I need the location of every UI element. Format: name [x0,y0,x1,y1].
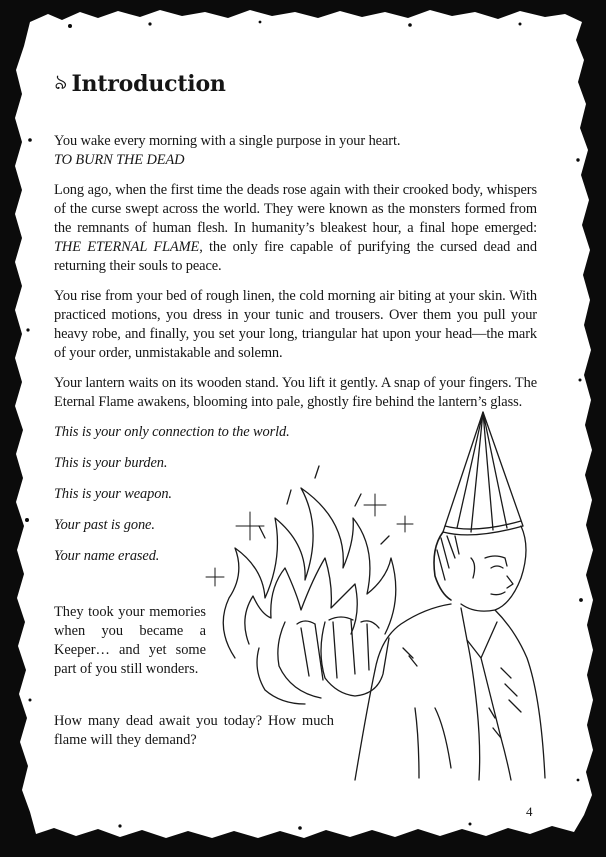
line-weapon: This is your weapon. [54,486,172,502]
page-number: 4 [526,804,533,819]
paragraph-2-text-b: , the only fire capable of purifying the cursed dead and returning their souls to peace. [54,239,537,274]
line-past: Your past is gone. [54,517,155,533]
ornament-glyph-icon: ৯ [54,70,68,94]
paragraph-4: Your lantern waits on its wooden stand. You lift it gently. A snap of your fingers. The Eternal Flame awakens, blooming into pale, ghostly fire behind the lantern’s glass. [54,375,537,410]
paragraph-1 [54,132,537,170]
hands-icon [257,617,389,704]
burn-the-dead-line: TO BURN THE DEAD [54,152,185,168]
keeper-head-icon [434,526,526,611]
robe-icon [355,604,545,780]
line-connection: This is your only connection to the world. [54,424,290,440]
purpose-line: You wake every morning with a single purpose in your heart. [54,133,401,149]
memories-paragraph: They took your memories when you became a Keeper… and yet some part of you still wonders. [54,604,206,677]
closing-paragraph: How many dead await you today? How much flame will they demand? [54,713,334,748]
paragraph-3: You rise from your bed of rough linen, the cold morning air biting at your skin. With practiced motions, you dress in your tunic and trousers. Over them you pull your heavy robe, and finally, you set your long, triangular hat upon your head—the mark of your order, unmistakable and solemn. [54,288,537,361]
eternal-flame-icon [223,466,396,658]
keeper-illustration [205,408,550,788]
paragraph-2 [54,181,537,276]
section-heading [54,66,226,101]
line-burden: This is your burden. [54,455,168,471]
triangular-hat-icon [443,412,523,535]
paragraph-2-text-a: Long ago, when the first time the deads rose again with their crooked body, whispers of the curse swept across the world. They were known as the monsters formed from the remnants of human flesh. In humanity’s bleakest hour, a final hope emerged: [54,182,537,236]
line-name: Your name erased. [54,548,160,564]
heading-title: Introduction [71,70,226,97]
eternal-flame-emphasis: THE ETERNAL FLAME [54,239,200,255]
